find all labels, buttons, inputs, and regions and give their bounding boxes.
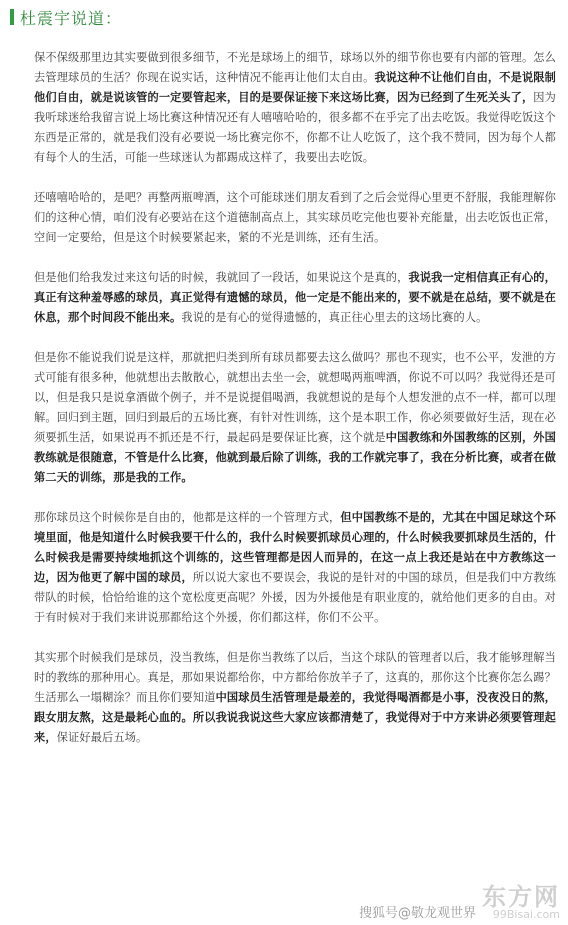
paragraph-text: 所以说大家也不要误会，我说的是针对的中国的球员，但是我们中方教练带队的时候，恰恰给谁的这个宽松度更高呢？外援，因为外援他是有职业度的，就给他们更多的自由。对于有时候对于我们来讲说那都给这个外援，你们都这样，你们不公平。 [34,571,556,624]
article-body [34,48,556,768]
emphasized-text: 我说我一定相信真正有心的，真正有这种羞辱感的球员，真正觉得有遗憾的球员，他一定是不能出来的，要不就是在总结，要不就是在休息，那个时间段不能出来。 [34,271,556,324]
site-logo-text: 东方网 [482,883,560,911]
article-paragraph [34,188,556,248]
emphasized-text: 中国球员生活管理是最差的，我觉得喝酒都是小事，没夜没日的熬，跟女朋友熬，这是最耗心血的。所以我说我说这些大家应该都清楚了，我觉得对于中方来讲必须要管理起来， [34,691,556,744]
header-accent-bar [10,9,14,25]
article-paragraph [34,48,556,168]
emphasized-text: 但中国教练不是的，尤其在中国足球这个环境里面，他是知道什么时候我要干什么的，我什么时候要抓球员心理的，什么时候我要抓球员生活的，什么时候我是需要持续地抓这个训练的，这些管理都是因人而异的，在这一点上我还是站在中方教练这一边，因为他更了解中国的球员， [34,511,556,584]
emphasized-text: 我说这种不让他们自由，不是说限制他们自由，就是说该管的一定要管起来，目的是要保证接下来这场比赛，因为已经到了生死关头了， [34,71,556,104]
paragraph-text: 还嘻嘻哈哈的，是吧？再整两瓶啤酒，这个可能球迷们朋友看到了之后会觉得心里更不舒服，我能理解你们的这种心情，咱们没有必要站在这个道德制高点上，其实球员吃完他也要补充能量，出去吃饭也正常，空间一定要给，但是这个时候要紧起来，紧的不光是训练，还有生活。 [34,191,556,244]
watermark [359,877,560,921]
watermark-source-text: 搜狐号@敬龙观世界 [358,906,476,921]
paragraph-text: 我说的是有心的觉得遗憾的，真正往心里去的这场比赛的人。 [181,311,488,324]
emphasized-text: 中国教练和外国教练的区别，外国教练就是很随意，不管是什么比赛，他就到最后除了训练，我的工作就完事了，我在分析比赛，或者在做第二天的训练，那是我的工作。 [34,431,556,484]
article-paragraph [34,508,556,628]
site-logo [482,877,560,921]
paragraph-text: 但是他们给我发过来这句话的时候，我就回了一段话，如果说这个是真的， [34,271,409,284]
article-paragraph [34,348,556,488]
paragraph-text: 那你球员这个时候你是自由的，他都是这样的一个管理方式， [34,511,341,524]
paragraph-text: 保不保级那里边其实要做到很多细节，不光是球场上的细节，球场以外的细节你也要有内部的管理。怎么去管理球员的生活？你现在说实话，这种情况不能再让他们太自由。 [34,51,556,84]
section-header [10,6,122,28]
article-paragraph [34,648,556,748]
paragraph-text: 其实那个时候我们是球员，没当教练，但是你当教练了以后，当这个球队的管理者以后，我才能够理解当时的教练的那种用心。真是，那如果说都给你，中方都给你放羊子了，这真的，那你这个比赛你怎么踢？生活那么一塌糊涂？而且你们要知道 [34,651,556,704]
article-paragraph [34,268,556,328]
paragraph-text: 保证好最后五场。 [56,731,148,744]
paragraph-text: 但是你不能说我们说是这样，那就把归类到所有球员都要去这么做吗？那也不现实，也不公平，发泄的方式可能有很多种，他就想出去散散心，就想出去坐一会，就想喝两瓶啤酒，你说不可以吗？我觉得还是可以，但是我只是说拿酒做个例子，并不是说提倡喝酒，我就想说的是每个人想发泄的点不一样，都可以理解。回归到主题，回归到最后的五场比赛，有针对性训练，这个是本职工作，你必须要做好生活，现在必须要抓生活，如果说再不抓还是不行，最起码是要保证比赛，这个就是 [34,351,556,444]
site-url: 99Bisai.com [492,908,560,921]
paragraph-text: 因为我听球迷给我留言说上场比赛这种情况还有人嘻嘻哈哈的，很多都不在乎完了出去吃饭。我觉得吃饭这个东西是正常的，就是我们没有必要说一场比赛完你不，你都不让人吃饭了，这个我不赞同，因为每个人都有每个人的生活，可能一些球迷认为都踢成这样了，我要出去吃饭。 [34,91,556,164]
section-title: 杜震宇说道： [20,8,123,28]
